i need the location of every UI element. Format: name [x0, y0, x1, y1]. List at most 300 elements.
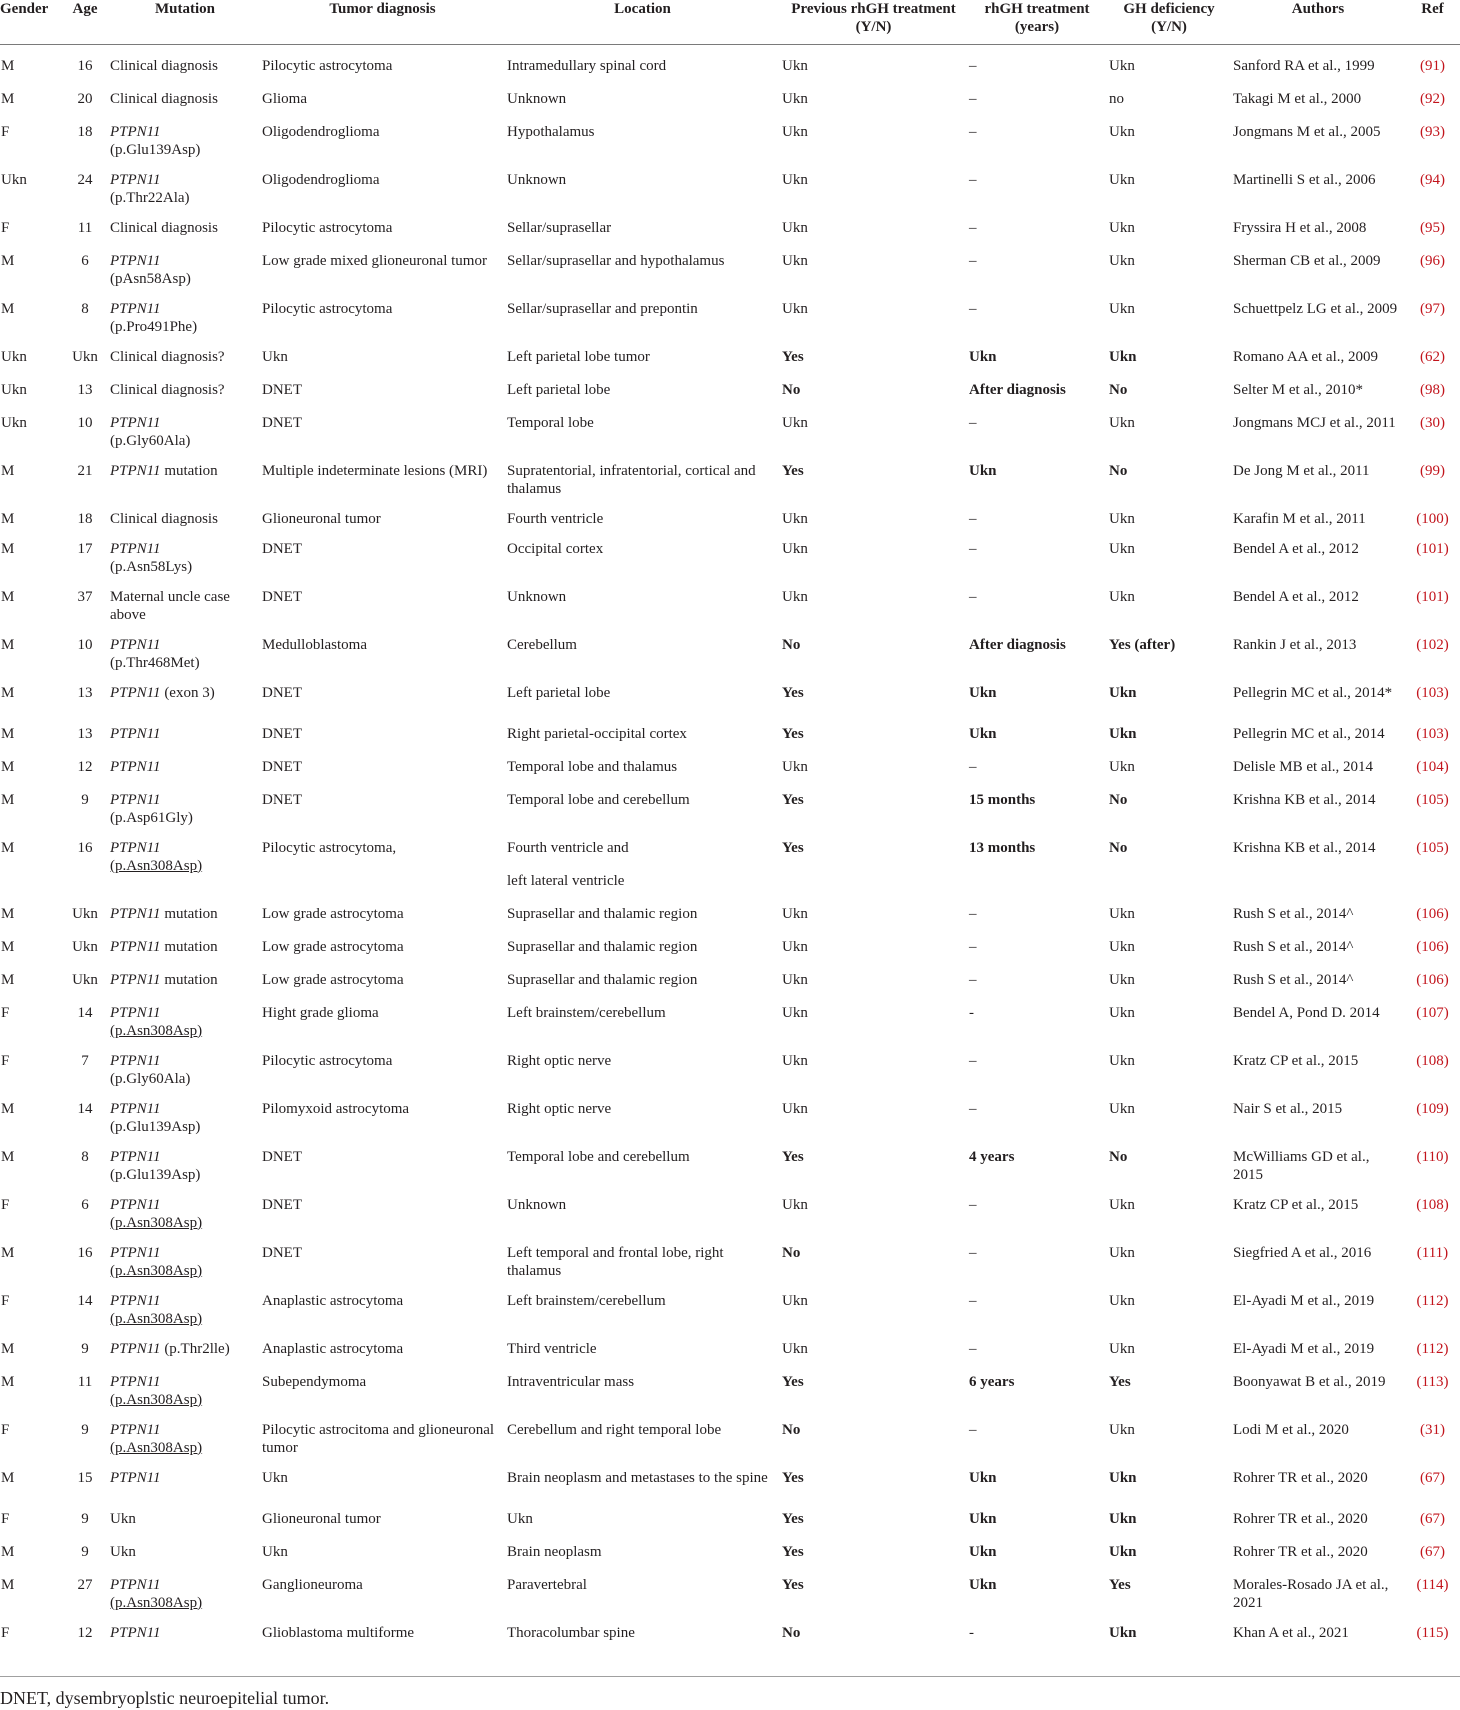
cell-gh-deficiency: Ukn — [1109, 58, 1135, 74]
cell-gh-deficiency: Ukn — [1109, 725, 1137, 742]
cell-location — [505, 1457, 780, 1498]
cell-mutation — [110, 1361, 260, 1409]
cell-tumor-diagnosis: Low grade astrocytoma — [262, 905, 404, 922]
header-rhgh-years — [967, 0, 1107, 45]
mutation-gene: PTPN11 — [110, 1292, 161, 1309]
mutation-gene: PTPN11 — [110, 252, 161, 269]
cell-tumor-diagnosis: Anaplastic astrocytoma — [262, 1340, 404, 1357]
location-text: Unknown — [507, 588, 567, 605]
cell-age: 12 — [77, 758, 93, 775]
cell-ref: (98) — [1420, 381, 1445, 398]
header-previous-rhgh — [780, 0, 967, 45]
cell-authors: Nair S et al., 2015 — [1233, 1100, 1343, 1117]
cell-ref: (108) — [1416, 1052, 1449, 1069]
cell-previous-rhgh: Ukn — [782, 1052, 808, 1069]
cell-gh-deficiency: Ukn — [1109, 1543, 1137, 1560]
cell-tumor-diagnosis: Low grade astrocytoma — [262, 938, 404, 955]
location-text: Third ventricle — [507, 1340, 597, 1357]
cell-age: 27 — [77, 1576, 93, 1593]
mutation-detail: Clinical diagnosis — [110, 58, 218, 74]
mutation-gene: PTPN11 — [110, 300, 161, 317]
cell-age: 15 — [77, 1469, 93, 1486]
cell-age: 12 — [77, 1624, 93, 1641]
cell-mutation — [110, 78, 260, 111]
cell-age: 6 — [81, 1196, 89, 1213]
cell-gh-deficiency: Ukn — [1109, 938, 1135, 955]
cell-tumor-diagnosis: Glioblastoma multiforme — [262, 1624, 415, 1641]
cell-authors: Delisle MB et al., 2014 — [1233, 758, 1373, 775]
cell-ref: (106) — [1416, 938, 1449, 955]
cell-rhgh-years: – — [969, 300, 977, 317]
cell-authors: Rankin J et al., 2013 — [1233, 636, 1357, 653]
cell-tumor-diagnosis: DNET — [262, 758, 302, 775]
cell-location — [505, 1088, 780, 1136]
location-text: Left parietal lobe — [507, 684, 611, 701]
cell-gender: M — [1, 252, 15, 269]
cell-previous-rhgh: Yes — [782, 725, 804, 742]
mutation-detail: Clinical diagnosis — [110, 219, 218, 236]
cell-gender: M — [1, 758, 15, 775]
cell-authors: Lodi M et al., 2020 — [1233, 1421, 1349, 1438]
cell-location — [505, 1184, 780, 1232]
cell-tumor-diagnosis: DNET — [262, 1148, 302, 1165]
cell-rhgh-years: – — [969, 1421, 977, 1438]
header-gender: Gender — [0, 0, 60, 45]
cell-gh-deficiency: Ukn — [1109, 510, 1135, 527]
cell-gender: M — [1, 1100, 15, 1117]
cell-ref: (113) — [1416, 1373, 1449, 1390]
cell-mutation — [110, 159, 260, 207]
cell-location — [505, 336, 780, 369]
cell-age: 13 — [77, 381, 93, 398]
cell-gender: M — [1, 1244, 15, 1261]
cell-ref: (91) — [1420, 58, 1445, 74]
cell-mutation — [110, 576, 260, 624]
cell-tumor-diagnosis: Medulloblastoma — [262, 636, 367, 653]
cell-location — [505, 369, 780, 402]
cell-gender: Ukn — [1, 348, 27, 365]
cell-tumor-diagnosis: DNET — [262, 791, 302, 808]
cell-gender: M — [1, 300, 15, 317]
cell-location — [505, 1328, 780, 1361]
cell-gender: M — [1, 1373, 15, 1390]
cell-rhgh-years: Ukn — [969, 725, 997, 742]
cell-rhgh-years: After diagnosis — [969, 381, 1066, 398]
cell-rhgh-years: – — [969, 58, 977, 74]
cell-previous-rhgh: Ukn — [782, 540, 808, 557]
cell-tumor-diagnosis: DNET — [262, 1196, 302, 1213]
mutation-detail: (exon 3) — [164, 684, 215, 701]
cell-mutation — [110, 450, 260, 498]
cell-authors: El-Ayadi M et al., 2019 — [1233, 1340, 1375, 1357]
cell-gh-deficiency: Ukn — [1109, 252, 1135, 269]
cell-authors: Krishna KB et al., 2014 — [1233, 791, 1376, 808]
location-text: Intramedullary spinal cord — [507, 58, 667, 74]
cell-gh-deficiency: Ukn — [1109, 171, 1135, 188]
cell-age: 16 — [77, 58, 93, 74]
mutation-detail: mutation — [164, 905, 218, 922]
cell-rhgh-years: Ukn — [969, 462, 997, 479]
cell-gender: M — [1, 791, 15, 808]
mutation-detail: Clinical diagnosis — [110, 90, 218, 107]
cell-mutation — [110, 369, 260, 402]
cell-location — [505, 78, 780, 111]
cell-gender: M — [1, 58, 15, 74]
cell-age: 9 — [81, 1421, 89, 1438]
mutation-detail: (p.Glu139Asp) — [110, 1118, 201, 1135]
cell-previous-rhgh: Yes — [782, 1543, 804, 1560]
cell-previous-rhgh: Yes — [782, 348, 804, 365]
cell-mutation — [110, 1457, 260, 1498]
location-text: Left parietal lobe — [507, 381, 611, 398]
cell-tumor-diagnosis: DNET — [262, 725, 302, 742]
table-row — [0, 1232, 1460, 1280]
table-row — [0, 498, 1460, 528]
location-text: Unknown — [507, 90, 567, 107]
cell-age: 17 — [77, 540, 93, 557]
cell-location — [505, 893, 780, 926]
cell-age: 9 — [81, 1543, 89, 1560]
cell-authors: Pellegrin MC et al., 2014* — [1233, 684, 1393, 701]
cell-rhgh-years: – — [969, 938, 977, 955]
cell-gh-deficiency: Ukn — [1109, 540, 1135, 557]
cell-rhgh-years: Ukn — [969, 348, 997, 365]
cell-age: 8 — [81, 1148, 89, 1165]
cell-location — [505, 713, 780, 746]
cell-ref: (95) — [1420, 219, 1445, 236]
cell-authors: Khan A et al., 2021 — [1233, 1624, 1349, 1641]
cell-mutation — [110, 746, 260, 779]
table-row — [0, 576, 1460, 624]
cell-rhgh-years: 15 months — [969, 791, 1036, 808]
cell-previous-rhgh: Yes — [782, 1576, 804, 1593]
location-text: Occipital cortex — [507, 540, 604, 557]
cell-authors: Rohrer TR et al., 2020 — [1233, 1510, 1368, 1527]
location-text: Ukn — [507, 1510, 533, 1527]
cell-ref: (106) — [1416, 971, 1449, 988]
location-text: Right parietal-occipital cortex — [507, 725, 687, 742]
cell-authors: Rush S et al., 2014^ — [1233, 971, 1354, 988]
cell-gh-deficiency: Ukn — [1109, 1244, 1135, 1261]
cell-authors: Fryssira H et al., 2008 — [1233, 219, 1367, 236]
cell-tumor-diagnosis: Pilocytic astrocytoma — [262, 219, 393, 236]
cell-ref: (99) — [1420, 462, 1445, 479]
mutation-detail: Clinical diagnosis — [110, 510, 218, 527]
cell-rhgh-years: Ukn — [969, 1543, 997, 1560]
cell-authors: Kratz CP et al., 2015 — [1233, 1196, 1359, 1213]
mutation-detail: (p.Asn58Lys) — [110, 558, 193, 575]
cell-mutation — [110, 1328, 260, 1361]
table-row — [0, 624, 1460, 672]
cell-ref: (101) — [1416, 540, 1449, 557]
cell-ref: (108) — [1416, 1196, 1449, 1213]
cell-previous-rhgh: Yes — [782, 791, 804, 808]
cell-gh-deficiency: Ukn — [1109, 1100, 1135, 1117]
mutation-detail: (p.Asn308Asp) — [110, 1310, 203, 1327]
cell-authors: De Jong M et al., 2011 — [1233, 462, 1370, 479]
cell-previous-rhgh: Ukn — [782, 219, 808, 236]
cell-mutation — [110, 1612, 260, 1642]
cell-gh-deficiency: Ukn — [1109, 1196, 1135, 1213]
table-row — [0, 369, 1460, 402]
cell-mutation — [110, 1088, 260, 1136]
cell-ref: (96) — [1420, 252, 1445, 269]
cell-authors: Sanford RA et al., 1999 — [1233, 58, 1375, 74]
cell-gh-deficiency: Ukn — [1109, 684, 1137, 701]
mutation-gene: PTPN11 — [110, 1052, 161, 1069]
cell-authors: Selter M et al., 2010* — [1233, 381, 1363, 398]
cell-location — [505, 1361, 780, 1409]
table-row — [0, 827, 1460, 893]
cell-ref: (115) — [1416, 1624, 1449, 1641]
cell-tumor-diagnosis: Ukn — [262, 348, 288, 365]
cell-rhgh-years: – — [969, 171, 977, 188]
cell-gh-deficiency: Ukn — [1109, 1292, 1135, 1309]
mutation-detail: (p.Glu139Asp) — [110, 1166, 201, 1183]
cell-location — [505, 1612, 780, 1642]
table-body — [0, 45, 1460, 1642]
table-row — [0, 78, 1460, 111]
cell-previous-rhgh: Yes — [782, 1510, 804, 1527]
header-mutation: Mutation — [110, 0, 260, 45]
mutation-gene: PTPN11 — [110, 540, 161, 557]
mutation-gene: PTPN11 — [110, 1469, 161, 1486]
mutation-detail: (pAsn58Asp) — [110, 270, 191, 287]
cell-previous-rhgh: Yes — [782, 839, 804, 856]
cell-rhgh-years: 4 years — [969, 1148, 1015, 1165]
cell-authors: Karafin M et al., 2011 — [1233, 510, 1366, 527]
cell-tumor-diagnosis: Glioneuronal tumor — [262, 1510, 381, 1527]
cell-age: 10 — [77, 636, 93, 653]
cell-gender: Ukn — [1, 414, 27, 431]
header-gh-deficiency — [1107, 0, 1231, 45]
cell-mutation — [110, 1280, 260, 1328]
mutation-gene: PTPN11 — [110, 905, 161, 922]
cell-authors: Jongmans M et al., 2005 — [1233, 123, 1381, 140]
cell-previous-rhgh: Ukn — [782, 1196, 808, 1213]
cell-gender: F — [1, 1196, 10, 1213]
mutation-gene: PTPN11 — [110, 1004, 161, 1021]
cell-mutation — [110, 624, 260, 672]
table-row — [0, 1280, 1460, 1328]
cell-previous-rhgh: Ukn — [782, 510, 808, 527]
cell-ref: (104) — [1416, 758, 1449, 775]
mutation-gene: PTPN11 — [110, 938, 161, 955]
cell-tumor-diagnosis: Anaplastic astrocytoma — [262, 1292, 404, 1309]
cell-rhgh-years: – — [969, 758, 977, 775]
table-row — [0, 1328, 1460, 1361]
header-authors: Authors — [1231, 0, 1405, 45]
cell-location — [505, 624, 780, 672]
cell-rhgh-years: - — [969, 1624, 974, 1641]
cell-authors: Siegfried A et al., 2016 — [1233, 1244, 1372, 1261]
cell-gender: M — [1, 540, 15, 557]
mutation-gene: PTPN11 — [110, 1576, 161, 1593]
location-text: Supratentorial, infratentorial, cortical and thalamus — [507, 462, 756, 497]
cell-rhgh-years: – — [969, 510, 977, 527]
location-text: Thoracolumbar spine — [507, 1624, 635, 1641]
table-row — [0, 1498, 1460, 1531]
cell-previous-rhgh: No — [782, 381, 801, 398]
mutation-detail: mutation — [164, 462, 218, 479]
cell-age: Ukn — [72, 971, 98, 988]
cell-previous-rhgh: Ukn — [782, 1100, 808, 1117]
header-ref: Ref — [1405, 0, 1460, 45]
cell-tumor-diagnosis: Multiple indeterminate lesions (MRI) — [262, 462, 488, 479]
table-row — [0, 672, 1460, 713]
cell-mutation — [110, 713, 260, 746]
cell-tumor-diagnosis: Low grade mixed glioneuronal tumor — [262, 252, 487, 269]
cell-ref: (92) — [1420, 90, 1445, 107]
cell-location — [505, 159, 780, 207]
mutation-detail: mutation — [164, 938, 218, 955]
cell-gender: Ukn — [1, 381, 27, 398]
cell-authors: Rohrer TR et al., 2020 — [1233, 1469, 1368, 1486]
cell-tumor-diagnosis: Oligodendroglioma — [262, 123, 380, 140]
mutation-gene: PTPN11 — [110, 1421, 161, 1438]
cell-gh-deficiency: No — [1109, 791, 1128, 808]
cell-ref: (103) — [1416, 684, 1449, 701]
cell-rhgh-years: – — [969, 123, 977, 140]
header-previous-rhgh-line2: (Y/N) — [855, 19, 892, 35]
cell-previous-rhgh: Yes — [782, 1148, 804, 1165]
cell-gender: F — [1, 1510, 10, 1527]
cell-location — [505, 992, 780, 1040]
cell-rhgh-years: Ukn — [969, 684, 997, 701]
cell-authors: Bendel A et al., 2012 — [1233, 540, 1359, 557]
mutation-gene: PTPN11 — [110, 839, 161, 856]
location-text: Left brainstem/cerebellum — [507, 1004, 666, 1021]
mutation-gene: PTPN11 — [110, 1340, 161, 1357]
mutation-detail: (p.Asp61Gly) — [110, 809, 193, 826]
cell-ref: (31) — [1420, 1421, 1445, 1438]
table-row — [0, 207, 1460, 240]
location-text: Temporal lobe — [507, 414, 594, 431]
cell-gh-deficiency: Ukn — [1109, 1469, 1137, 1486]
cell-tumor-diagnosis: Subependymoma — [262, 1373, 367, 1390]
table-row — [0, 336, 1460, 369]
cell-previous-rhgh: Ukn — [782, 414, 808, 431]
table-row — [0, 240, 1460, 288]
mutation-gene: PTPN11 — [110, 1100, 161, 1117]
cell-ref: (100) — [1416, 510, 1449, 527]
cell-tumor-diagnosis: DNET — [262, 414, 302, 431]
location-text: Right optic nerve — [507, 1052, 612, 1069]
cell-gender: M — [1, 725, 15, 742]
cell-previous-rhgh: No — [782, 636, 801, 653]
mutation-detail: (p.Thr22Ala) — [110, 189, 190, 206]
header-rhgh-years-line1: rhGH treatment — [984, 1, 1090, 17]
cell-rhgh-years: After diagnosis — [969, 636, 1066, 653]
cell-mutation — [110, 1136, 260, 1184]
cell-ref: (107) — [1416, 1004, 1449, 1021]
cell-tumor-diagnosis: DNET — [262, 588, 302, 605]
cell-gh-deficiency: Ukn — [1109, 1340, 1135, 1357]
mutation-detail: (p.Gly60Ala) — [110, 432, 191, 449]
cell-rhgh-years: – — [969, 588, 977, 605]
table-row — [0, 1361, 1460, 1409]
mutation-detail: (p.Asn308Asp) — [110, 1214, 203, 1231]
table-row — [0, 1409, 1460, 1457]
cell-gender: F — [1, 1292, 10, 1309]
table-row — [0, 1612, 1460, 1642]
cell-tumor-diagnosis: Pilomyxoid astrocytoma — [262, 1100, 410, 1117]
location-text: Left parietal lobe tumor — [507, 348, 650, 365]
cell-gh-deficiency: No — [1109, 839, 1128, 856]
cell-mutation — [110, 926, 260, 959]
cell-gh-deficiency: Ukn — [1109, 971, 1135, 988]
cell-rhgh-years: - — [969, 1004, 974, 1021]
cell-rhgh-years: – — [969, 971, 977, 988]
header-gh-deficiency-line2: (Y/N) — [1151, 19, 1187, 35]
location-text: Unknown — [507, 1196, 567, 1213]
cell-authors: Boonyawat B et al., 2019 — [1233, 1373, 1386, 1390]
cell-previous-rhgh: Ukn — [782, 1004, 808, 1021]
table-row — [0, 528, 1460, 576]
cell-previous-rhgh: Ukn — [782, 1340, 808, 1357]
cell-age: 11 — [77, 219, 93, 236]
cell-age: 9 — [81, 791, 89, 808]
cell-previous-rhgh: Yes — [782, 1469, 804, 1486]
cell-mutation — [110, 893, 260, 926]
cell-gender: F — [1, 1624, 10, 1641]
cell-ref: (106) — [1416, 905, 1449, 922]
cell-location — [505, 1280, 780, 1328]
cell-ref: (114) — [1416, 1576, 1449, 1593]
cell-gender: M — [1, 636, 15, 653]
cell-gh-deficiency: Ukn — [1109, 1421, 1135, 1438]
table-row — [0, 45, 1460, 78]
cell-mutation — [110, 1232, 260, 1280]
cell-previous-rhgh: Yes — [782, 462, 804, 479]
cell-age: 14 — [77, 1100, 93, 1117]
cell-tumor-diagnosis: Hight grade glioma — [262, 1004, 379, 1021]
cell-age: 20 — [77, 90, 93, 107]
mutation-gene: PTPN11 — [110, 1244, 161, 1261]
location-text: Unknown — [507, 171, 567, 188]
cell-mutation — [110, 288, 260, 336]
cell-previous-rhgh: No — [782, 1244, 801, 1261]
cell-tumor-diagnosis: Ukn — [262, 1543, 288, 1560]
mutation-detail: Ukn — [110, 1510, 136, 1527]
cell-rhgh-years: – — [969, 219, 977, 236]
cell-location — [505, 926, 780, 959]
cell-gender: F — [1, 219, 10, 236]
cell-mutation — [110, 336, 260, 369]
cell-age: Ukn — [72, 938, 98, 955]
cell-age: 6 — [81, 252, 89, 269]
cell-gender: M — [1, 510, 15, 527]
cell-gh-deficiency: Ukn — [1109, 1510, 1137, 1527]
mutation-detail: Maternal uncle case above — [110, 588, 230, 623]
mutation-gene: PTPN11 — [110, 1373, 161, 1390]
cell-age: 11 — [77, 1373, 93, 1390]
location-text: Left temporal and frontal lobe, right thalamus — [507, 1244, 724, 1279]
cell-mutation — [110, 45, 260, 78]
location-text: Suprasellar and thalamic region — [507, 905, 698, 922]
cell-authors: Schuettpelz LG et al., 2009 — [1233, 300, 1398, 317]
cell-mutation — [110, 1564, 260, 1612]
location-text: Right optic nerve — [507, 1100, 612, 1117]
table-header — [0, 0, 1460, 45]
cell-location — [505, 450, 780, 498]
cell-gender: M — [1, 905, 15, 922]
table-row — [0, 992, 1460, 1040]
mutation-detail: (p.Glu139Asp) — [110, 141, 201, 158]
location-text: Temporal lobe and cerebellum — [507, 791, 690, 808]
cell-authors: Romano AA et al., 2009 — [1233, 348, 1378, 365]
cell-age: 9 — [81, 1510, 89, 1527]
